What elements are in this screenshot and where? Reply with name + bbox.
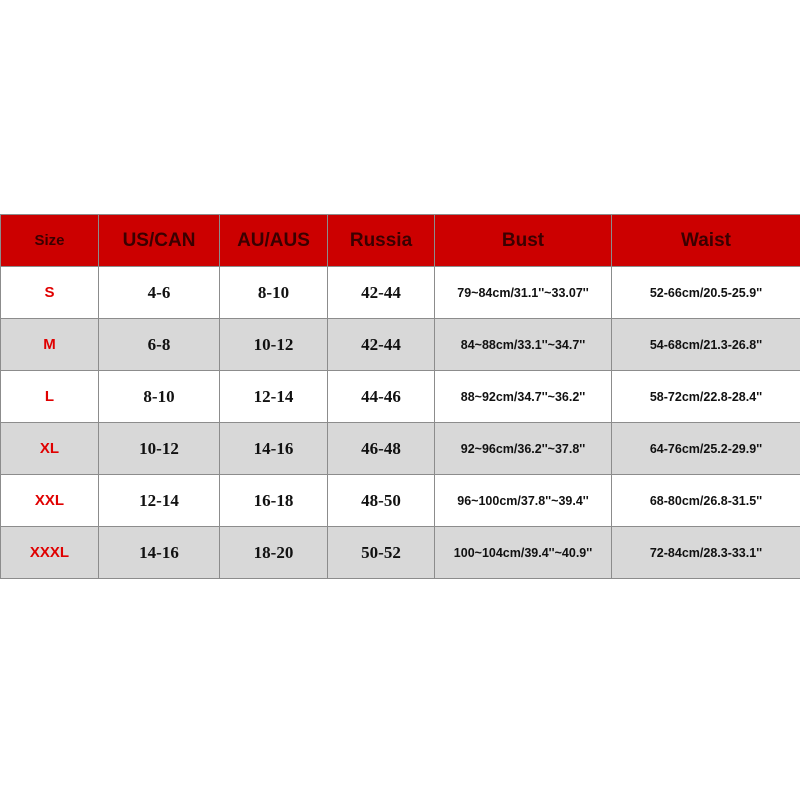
bust-cell: 100~104cm/39.4''~40.9'' — [435, 527, 612, 579]
size-cell: M — [1, 319, 99, 371]
russia-cell: 42-44 — [328, 319, 435, 371]
header-russia: Russia — [328, 215, 435, 267]
us-can-cell: 6-8 — [99, 319, 220, 371]
bust-cell: 79~84cm/31.1''~33.07'' — [435, 267, 612, 319]
au-aus-cell: 12-14 — [220, 371, 328, 423]
table-row — [1, 319, 800, 371]
size-cell: S — [1, 267, 99, 319]
size-cell: XXL — [1, 475, 99, 527]
header-us-can: US/CAN — [99, 215, 220, 267]
header-size: Size — [1, 215, 99, 267]
us-can-cell: 12-14 — [99, 475, 220, 527]
table-row — [1, 371, 800, 423]
waist-cell: 68-80cm/26.8-31.5'' — [612, 475, 800, 527]
us-can-cell: 4-6 — [99, 267, 220, 319]
bust-cell: 88~92cm/34.7''~36.2'' — [435, 371, 612, 423]
waist-cell: 54-68cm/21.3-26.8'' — [612, 319, 800, 371]
size-cell: XXXL — [1, 527, 99, 579]
au-aus-cell: 10-12 — [220, 319, 328, 371]
waist-cell: 52-66cm/20.5-25.9'' — [612, 267, 800, 319]
us-can-cell: 10-12 — [99, 423, 220, 475]
header-bust: Bust — [435, 215, 612, 267]
header-au-aus: AU/AUS — [220, 215, 328, 267]
table-row — [1, 527, 800, 579]
au-aus-cell: 14-16 — [220, 423, 328, 475]
header-waist: Waist — [612, 215, 800, 267]
russia-cell: 46-48 — [328, 423, 435, 475]
au-aus-cell: 16-18 — [220, 475, 328, 527]
au-aus-cell: 18-20 — [220, 527, 328, 579]
size-cell: XL — [1, 423, 99, 475]
russia-cell: 48-50 — [328, 475, 435, 527]
waist-cell: 64-76cm/25.2-29.9'' — [612, 423, 800, 475]
size-chart-table — [0, 214, 800, 579]
table-row — [1, 267, 800, 319]
bust-cell: 84~88cm/33.1''~34.7'' — [435, 319, 612, 371]
us-can-cell: 8-10 — [99, 371, 220, 423]
russia-cell: 42-44 — [328, 267, 435, 319]
au-aus-cell: 8-10 — [220, 267, 328, 319]
waist-cell: 58-72cm/22.8-28.4'' — [612, 371, 800, 423]
waist-cell: 72-84cm/28.3-33.1'' — [612, 527, 800, 579]
bust-cell: 92~96cm/36.2''~37.8'' — [435, 423, 612, 475]
us-can-cell: 14-16 — [99, 527, 220, 579]
header-row — [1, 215, 800, 267]
russia-cell: 50-52 — [328, 527, 435, 579]
russia-cell: 44-46 — [328, 371, 435, 423]
bust-cell: 96~100cm/37.8''~39.4'' — [435, 475, 612, 527]
size-cell: L — [1, 371, 99, 423]
table-row — [1, 423, 800, 475]
table-row — [1, 475, 800, 527]
